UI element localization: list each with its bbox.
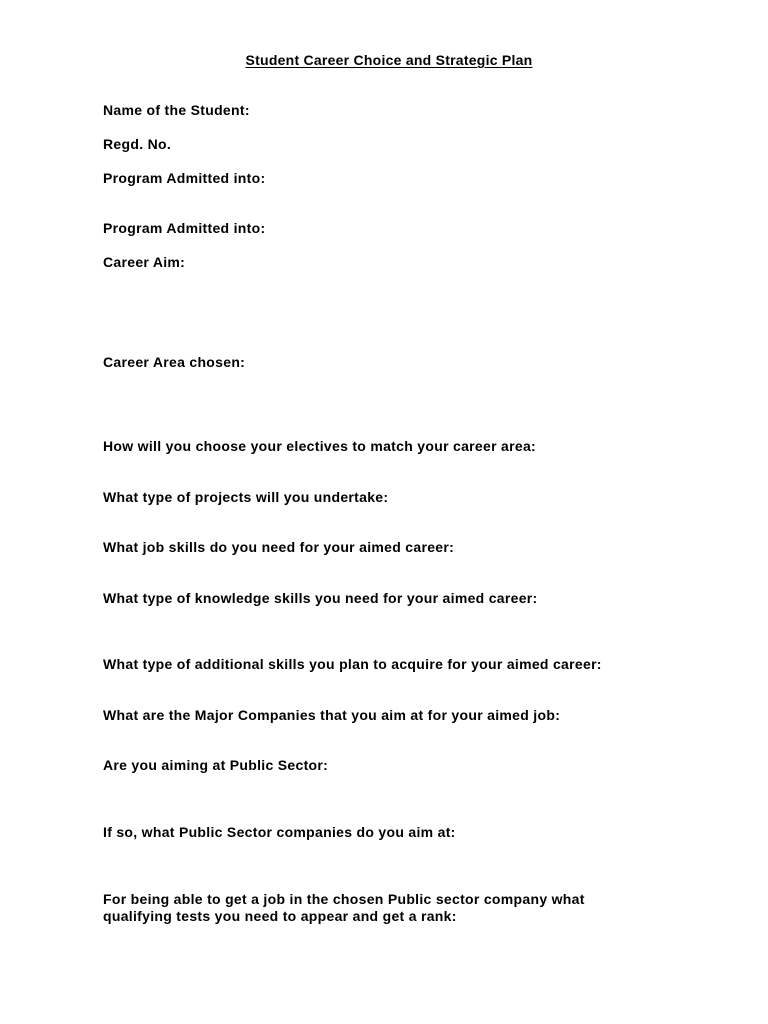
field-program-admitted-repeat: Program Admitted into: xyxy=(103,220,266,236)
document-title: Student Career Choice and Strategic Plan xyxy=(245,52,533,68)
field-public-sector: Are you aiming at Public Sector: xyxy=(103,757,329,773)
field-major-companies: What are the Major Companies that you aim at for your aimed job: xyxy=(103,707,561,723)
field-public-sector-companies: If so, what Public Sector companies do you aim at: xyxy=(103,824,456,840)
field-electives: How will you choose your electives to match your career area: xyxy=(103,438,537,454)
field-program-admitted: Program Admitted into: xyxy=(103,170,266,186)
field-projects: What type of projects will you undertake: xyxy=(103,489,389,505)
field-job-skills: What job skills do you need for your aimed career: xyxy=(103,539,455,555)
field-qualifying-tests-line2: qualifying tests you need to appear and get a rank: xyxy=(103,908,457,924)
field-qualifying-tests-line1: For being able to get a job in the chosen Public sector company what xyxy=(103,891,585,907)
field-regd-no: Regd. No. xyxy=(103,136,172,152)
field-career-aim: Career Aim: xyxy=(103,254,186,270)
field-student-name: Name of the Student: xyxy=(103,102,250,118)
field-additional-skills: What type of additional skills you plan to acquire for your aimed career: xyxy=(103,656,602,672)
field-knowledge-skills: What type of knowledge skills you need for your aimed career: xyxy=(103,590,538,606)
field-career-area: Career Area chosen: xyxy=(103,354,246,370)
